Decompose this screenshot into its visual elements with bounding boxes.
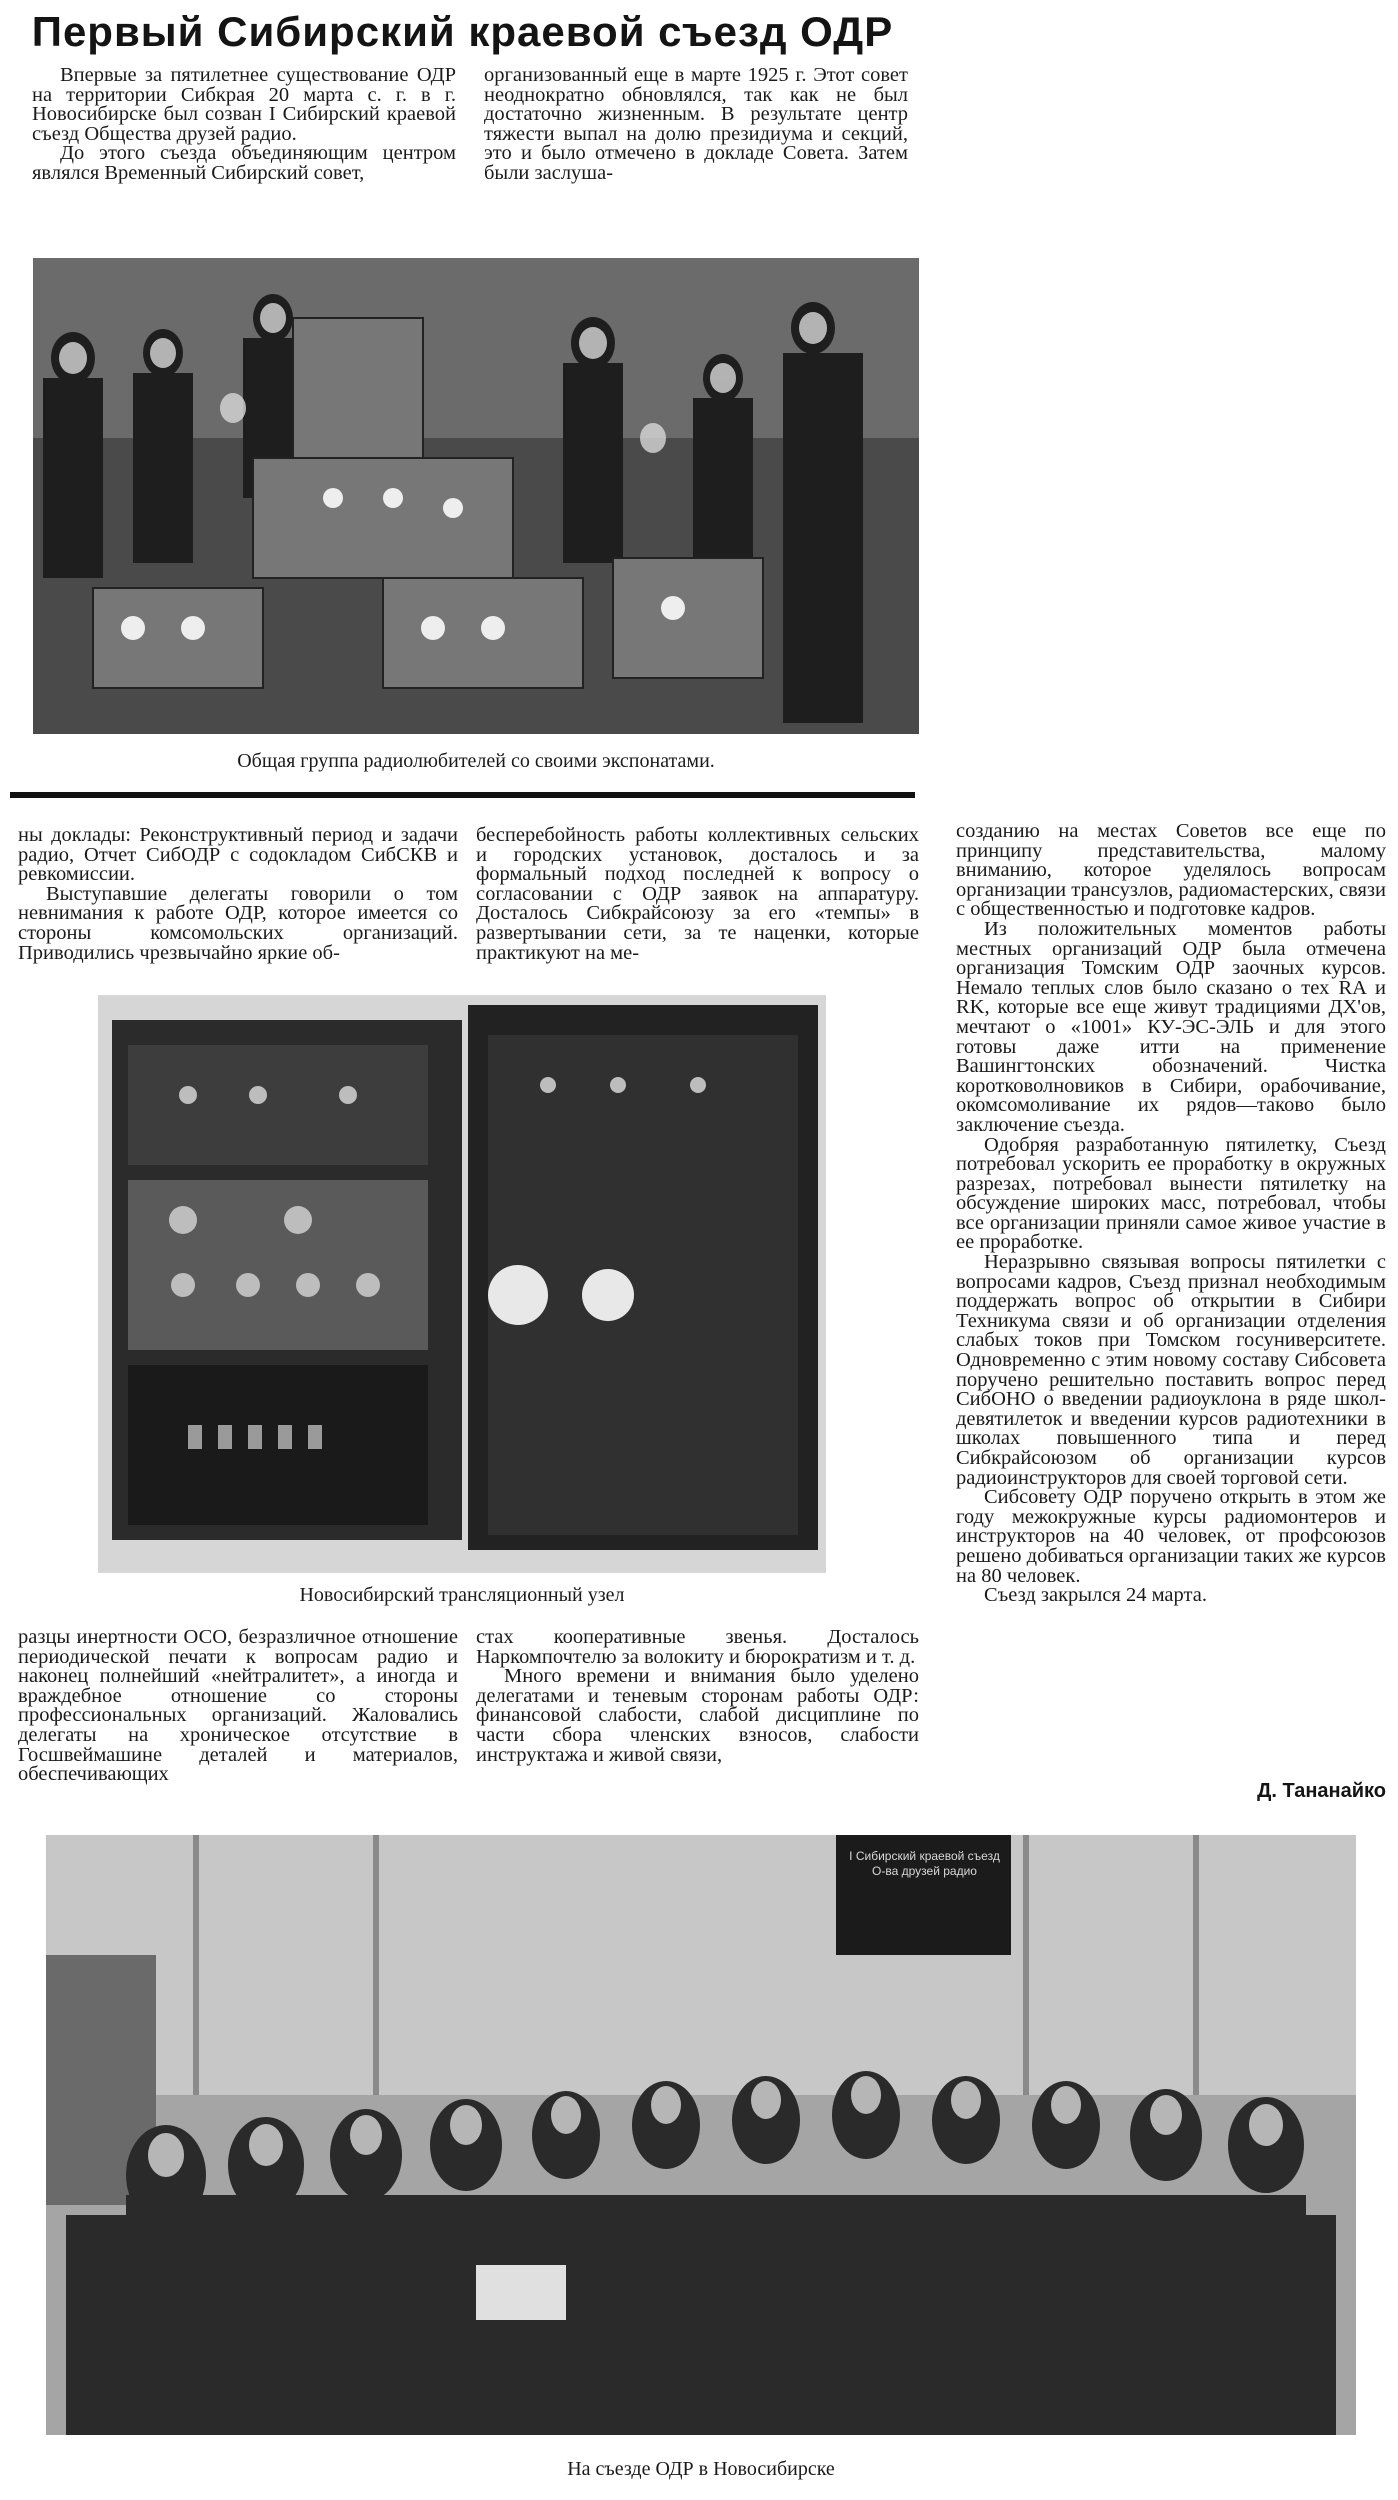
photo-illustration — [33, 258, 919, 734]
body-paragraph: Выступавшие делегаты говорили о том невнимания к работе ОДР, которое имеется со стороны комсомольских организаций. Приводились чрезвычайно яркие об- — [18, 882, 458, 964]
body-paragraph: ны доклады: Реконструктивный период и задачи радио, Отчет СибОДР с содокладом СибСКВ и ревкомиссии. — [18, 824, 458, 886]
congress-illustration — [46, 1835, 1356, 2435]
body-paragraph: бесперебойность работы коллективных сельских и городских установок, досталось и за формальный подход последней к вопросу о согласовании с ОДР заявок на аппаратуру. Досталось Сибкрайсоюзу за его «темпы» в развертывании сети, за те наценки, которые практикуют на ме- — [476, 824, 919, 964]
column-2-bottom — [476, 1628, 919, 1765]
photo3-caption: На съезде ОДР в Новосибирске — [567, 2458, 835, 2480]
body-paragraph: Из положительных моментов работы местных организаций ОДР была отмечена организация Томским ОДР заочных курсов. Немало теплых слов было сказано о тех RA и RK, которые все еще живут традициями ДХ'ов, мечтают о «1001» КУ-ЭС-ЭЛЬ и для этого готовы даже итти на применение Вашингтонских обозначений. Чистка коротковолновиков в Сибири, орабочивание, окомсомоливание их рядов—таково было заключение съезда. — [956, 917, 1386, 1136]
column-1-top — [18, 826, 458, 963]
author-signature: Д. Тананайко — [1257, 1780, 1386, 1802]
intro-paragraph: До этого съезда объединяющим центром являлся Временный Сибирский совет, — [32, 142, 456, 184]
body-paragraph: Съезд закрылся 24 марта. — [984, 1584, 1207, 1607]
article-title: Первый Сибирский краевой съезд ОДР — [31, 8, 894, 55]
congress-photo — [46, 1835, 1356, 2435]
body-paragraph: Много времени и внимания было уделено делегатами и теневым сторонам работы ОДР: финансовой слабости, слабой дисциплине по части сбора членских взносов, слабости инструктажа и живой связи, — [476, 1665, 919, 1766]
body-paragraph: стах кооперативные звенья. Досталось Наркомпочтелю за волокиту и бюрократизм и т. д. — [476, 1626, 919, 1668]
body-paragraph: Неразрывно связывая вопросы пятилетки с вопросами кадров, Съезд признал необходимым поддержать вопрос об открытии в Сибири Техникума связи и об организации отделения слабых токов при Томском госуниверситете. Одновременно с этим новому составу Сибсовета поручено решительно поставить вопрос перед СибОНО о введении радиоуклона в ряде школ-девятилеток и введении курсов радиотехники в школах повышенного типа и перед Сибкрайсоюзом об организации курсов радиоинструкторов для своей торговой сети. — [956, 1251, 1386, 1489]
transmission-node-photo — [98, 995, 826, 1573]
transmission-node-illustration — [98, 995, 826, 1573]
body-paragraph: Сибсовету ОДР поручено открыть в этом же году межокружные курсы радиомонтеров и инструкторов на 40 человек, от профсоюзов решено добиваться организации таких же курсов на 80 человек. — [956, 1486, 1386, 1587]
photo2-caption: Новосибирский трансляционный узел — [299, 1584, 625, 1606]
column-3 — [956, 822, 1386, 1606]
intro-paragraph: Впервые за пятилетнее существование ОДР на территории Сибкрая 20 марта с. г. в г. Новосибирске был созван I Сибирский краевой съезд Общества друзей радио. — [32, 64, 456, 145]
column-1-bottom — [18, 1628, 458, 1785]
body-paragraph: созданию на местах Советов все еще по принципу представительства, малому вниманию, которое уделялось вопросам организации трансузлов, радиомастерских, связи с общественностью и подготовке кадров. — [956, 820, 1386, 921]
photo1-caption: Общая группа радиолюбителей со своими экспонатами. — [237, 750, 715, 772]
body-paragraph: Одобряя разработанную пятилетку, Съезд потребовал ускорить ее проработку в окружных разрезах, потребовал вынести пятилетку на обсуждение широких масс, потребовал, чтобы все организации приняли самое живое участие в ее проработке. — [956, 1133, 1386, 1254]
intro-right-column — [484, 66, 908, 184]
intro-paragraph: организованный еще в марте 1925 г. Этот совет неоднократно обновлялся, так как не был достаточно жизненным. В результате центр тяжести выпал на долю президиума и секций, это и было отмечено в докладе Совета. Затем были заслуша- — [484, 64, 908, 184]
intro-left-column — [32, 66, 456, 184]
body-paragraph: разцы инертности ОСО, безразличное отношение периодической печати к вопросам радио и наконец полнейший «нейтралитет», а иногда и враждебное отношение со стороны профессиональных организаций. Жаловались делегаты на хроническое отсутствие в Госшвеймашине деталей и материалов, обеспечивающих — [18, 1626, 458, 1786]
section-divider — [10, 792, 915, 798]
radio-amateurs-group-photo — [33, 258, 919, 734]
banner-text: I Сибирский краевой съезд О-ва друзей радио — [849, 1849, 1000, 1878]
column-2-top — [476, 826, 919, 963]
